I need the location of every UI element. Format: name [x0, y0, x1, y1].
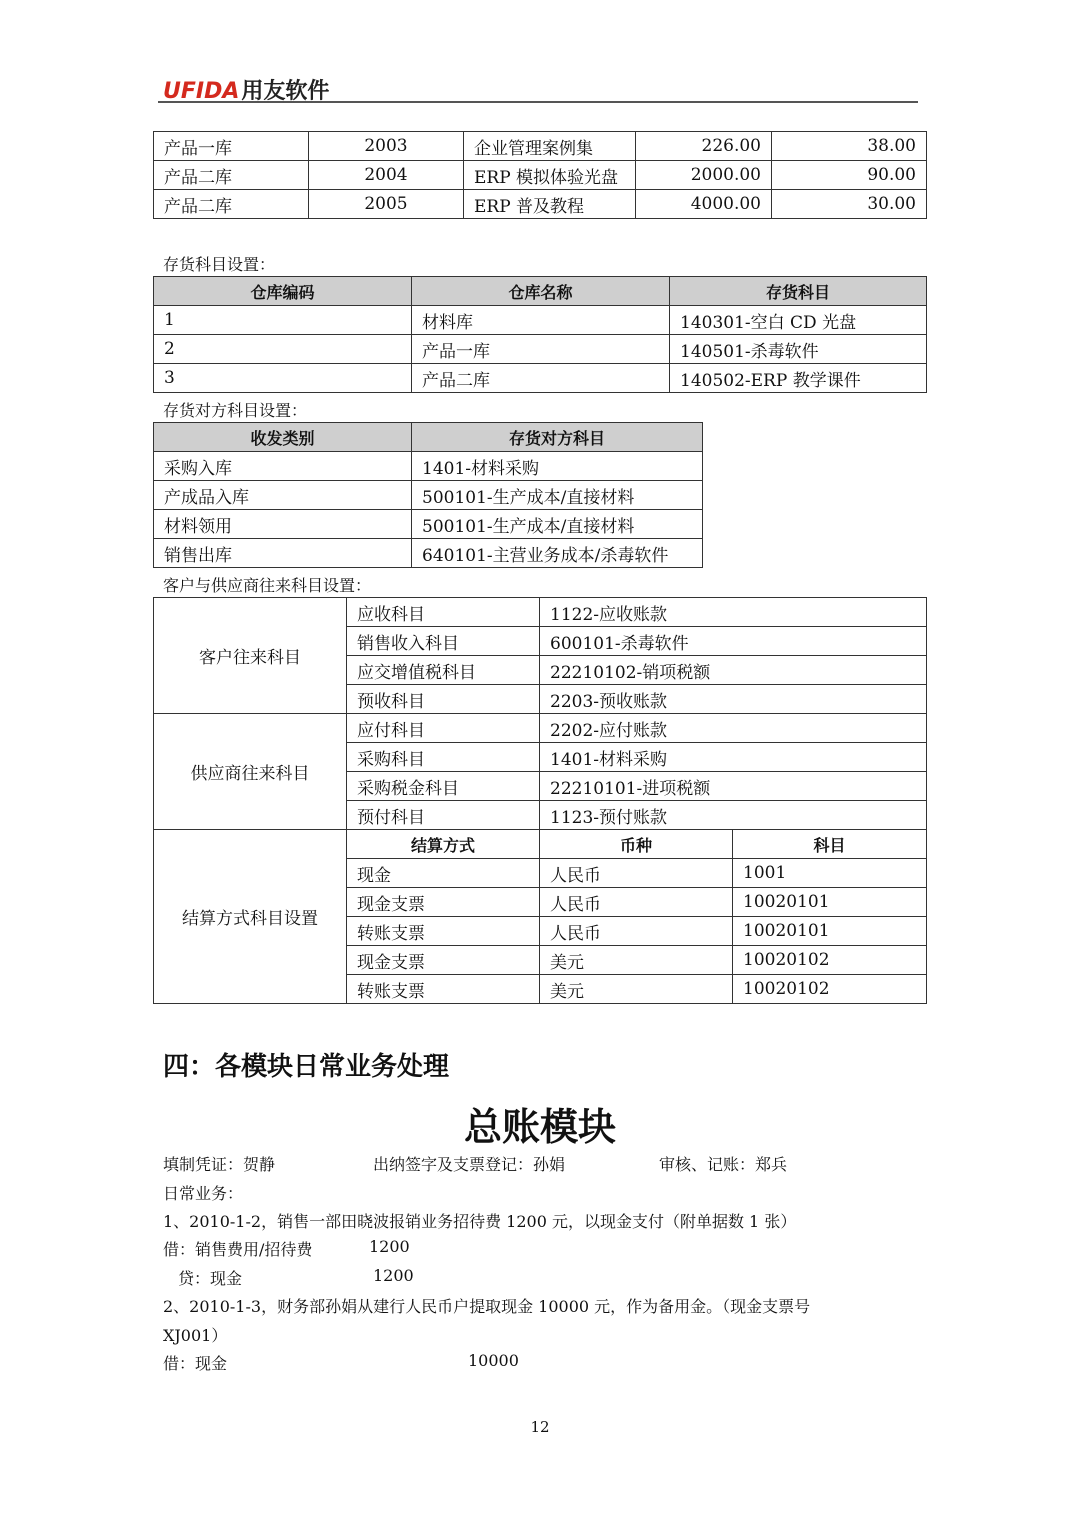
- table-cell: 500101-生产成本/直接材料: [412, 481, 703, 510]
- table-cell: 采购科目: [347, 743, 540, 772]
- table-cell: 2000.00: [636, 161, 772, 190]
- table-cell: 应收科目: [347, 598, 540, 627]
- table-cell: 转账支票: [347, 917, 540, 946]
- item-2-debit-label: 借：现金: [163, 1354, 228, 1373]
- role-cashier: 出纳签字及支票登记：孙娟: [373, 1155, 566, 1174]
- table-cell: 预付科目: [347, 801, 540, 830]
- item-1-debit-label: 借：销售费用/招待费: [163, 1240, 313, 1259]
- module-title: 总账模块: [463, 1105, 616, 1149]
- table-row: [154, 306, 927, 335]
- item-2-text-line1: 2、2010-1-3，财务部孙娟从建行人民币户提取现金 10000 元，作为备用金。（现金支票号: [163, 1297, 811, 1316]
- table-cell: ERP 模拟体验光盘: [464, 161, 636, 190]
- table-row: [154, 481, 703, 510]
- table-cell: 美元: [540, 975, 733, 1004]
- column-header: 科目: [733, 830, 927, 859]
- table-header-row: [154, 423, 703, 452]
- table-cell: 采购税金科目: [347, 772, 540, 801]
- table-row: [154, 364, 927, 393]
- table-cell: 2202-应付账款: [540, 714, 927, 743]
- table-cell: 销售出库: [154, 539, 412, 568]
- table-cell: 2005: [309, 190, 464, 219]
- group-label-settlement: 结算方式科目设置: [154, 830, 347, 1004]
- table-cell: ERP 普及教程: [464, 190, 636, 219]
- table-cell: 1: [154, 306, 412, 335]
- column-header: 结算方式: [347, 830, 540, 859]
- counter-subject-table: [153, 422, 703, 568]
- role-auditor: 审核、记账：郑兵: [659, 1155, 788, 1174]
- table-row: [154, 714, 927, 743]
- column-header: 仓库名称: [412, 277, 670, 306]
- table-cell: 1123-预付账款: [540, 801, 927, 830]
- table-cell: 材料领用: [154, 510, 412, 539]
- table-cell: 640101-主营业务成本/杀毒软件: [412, 539, 703, 568]
- table-row: [154, 335, 927, 364]
- table-cell: 22210102-销项税额: [540, 656, 927, 685]
- header-divider: [158, 101, 918, 103]
- table-cell: 企业管理案例集: [464, 132, 636, 161]
- item-2-debit-amount: 10000: [468, 1351, 519, 1370]
- table-cell: 人民币: [540, 888, 733, 917]
- daily-label: 日常业务：: [163, 1184, 244, 1203]
- table-cell: 500101-生产成本/直接材料: [412, 510, 703, 539]
- table-row: [154, 190, 927, 219]
- table-cell: 人民币: [540, 859, 733, 888]
- table-cell: 销售收入科目: [347, 627, 540, 656]
- table-row: [154, 598, 927, 627]
- table-cell: 10020102: [733, 975, 927, 1004]
- table-cell: 产品一库: [154, 132, 309, 161]
- table-cell: 10020102: [733, 946, 927, 975]
- logo-en: UFIDA: [163, 79, 240, 104]
- table-cell: 产品二库: [154, 190, 309, 219]
- table-cell: 38.00: [772, 132, 927, 161]
- table-row: [154, 510, 703, 539]
- table-cell: 1401-材料采购: [412, 452, 703, 481]
- table-header-row: [154, 277, 927, 306]
- column-header: 币种: [540, 830, 733, 859]
- logo-cn: 用友软件: [241, 79, 330, 104]
- table-cell: 2003: [309, 132, 464, 161]
- table-row: [154, 161, 927, 190]
- column-header: 存货科目: [670, 277, 927, 306]
- table-cell: 2: [154, 335, 412, 364]
- table-cell: 现金: [347, 859, 540, 888]
- table-cell: 1401-材料采购: [540, 743, 927, 772]
- counter-subject-label: 存货对方科目设置：: [163, 401, 308, 420]
- partner-subject-label: 客户与供应商往来科目设置：: [163, 576, 372, 595]
- table-cell: 材料库: [412, 306, 670, 335]
- table-cell: 1001: [733, 859, 927, 888]
- table-cell: 10020101: [733, 888, 927, 917]
- table-row: [154, 452, 703, 481]
- table-cell: 140501-杀毒软件: [670, 335, 927, 364]
- column-header: 收发类别: [154, 423, 412, 452]
- item-1-credit-amount: 1200: [373, 1266, 414, 1285]
- group-label-customer: 客户往来科目: [154, 598, 347, 714]
- table-cell: 美元: [540, 946, 733, 975]
- table-cell: 600101-杀毒软件: [540, 627, 927, 656]
- column-header: 仓库编码: [154, 277, 412, 306]
- table-cell: 140502-ERP 教学课件: [670, 364, 927, 393]
- table-cell: 产成品入库: [154, 481, 412, 510]
- table-cell: 4000.00: [636, 190, 772, 219]
- table-cell: 转账支票: [347, 975, 540, 1004]
- item-1-debit-amount: 1200: [369, 1237, 410, 1256]
- product-price-table: [153, 131, 927, 219]
- table-cell: 226.00: [636, 132, 772, 161]
- item-1-credit-label: 贷：现金: [178, 1269, 243, 1288]
- table-cell: 140301-空白 CD 光盘: [670, 306, 927, 335]
- table-cell: 90.00: [772, 161, 927, 190]
- group-label-supplier: 供应商往来科目: [154, 714, 347, 830]
- table-row: [154, 539, 703, 568]
- table-cell: 30.00: [772, 190, 927, 219]
- column-header: 存货对方科目: [412, 423, 703, 452]
- table-cell: 应交增值税科目: [347, 656, 540, 685]
- item-2-text-line2: XJ001）: [163, 1326, 228, 1345]
- table-cell: 22210101-进项税额: [540, 772, 927, 801]
- item-1-text: 1、2010-1-2，销售一部田晓波报销业务招待费 1200 元，以现金支付（附单据数 1 张）: [163, 1212, 797, 1231]
- table-row: [154, 132, 927, 161]
- table-cell: 3: [154, 364, 412, 393]
- table-cell: 现金支票: [347, 946, 540, 975]
- inventory-subject-table: [153, 276, 927, 393]
- section-heading: 四：各模块日常业务处理: [163, 1052, 450, 1082]
- role-preparer: 填制凭证：贺静: [163, 1155, 276, 1174]
- table-cell: 2004: [309, 161, 464, 190]
- table-header-row: [154, 830, 927, 859]
- table-cell: 产品二库: [154, 161, 309, 190]
- table-cell: 1122-应收账款: [540, 598, 927, 627]
- table-cell: 产品二库: [412, 364, 670, 393]
- table-cell: 预收科目: [347, 685, 540, 714]
- table-cell: 人民币: [540, 917, 733, 946]
- table-cell: 应付科目: [347, 714, 540, 743]
- page-number: 12: [530, 1418, 550, 1436]
- table-cell: 现金支票: [347, 888, 540, 917]
- table-cell: 产品一库: [412, 335, 670, 364]
- table-cell: 2203-预收账款: [540, 685, 927, 714]
- partner-subject-table: [153, 597, 927, 1004]
- inventory-subject-label: 存货科目设置：: [163, 255, 276, 274]
- table-cell: 采购入库: [154, 452, 412, 481]
- table-cell: 10020101: [733, 917, 927, 946]
